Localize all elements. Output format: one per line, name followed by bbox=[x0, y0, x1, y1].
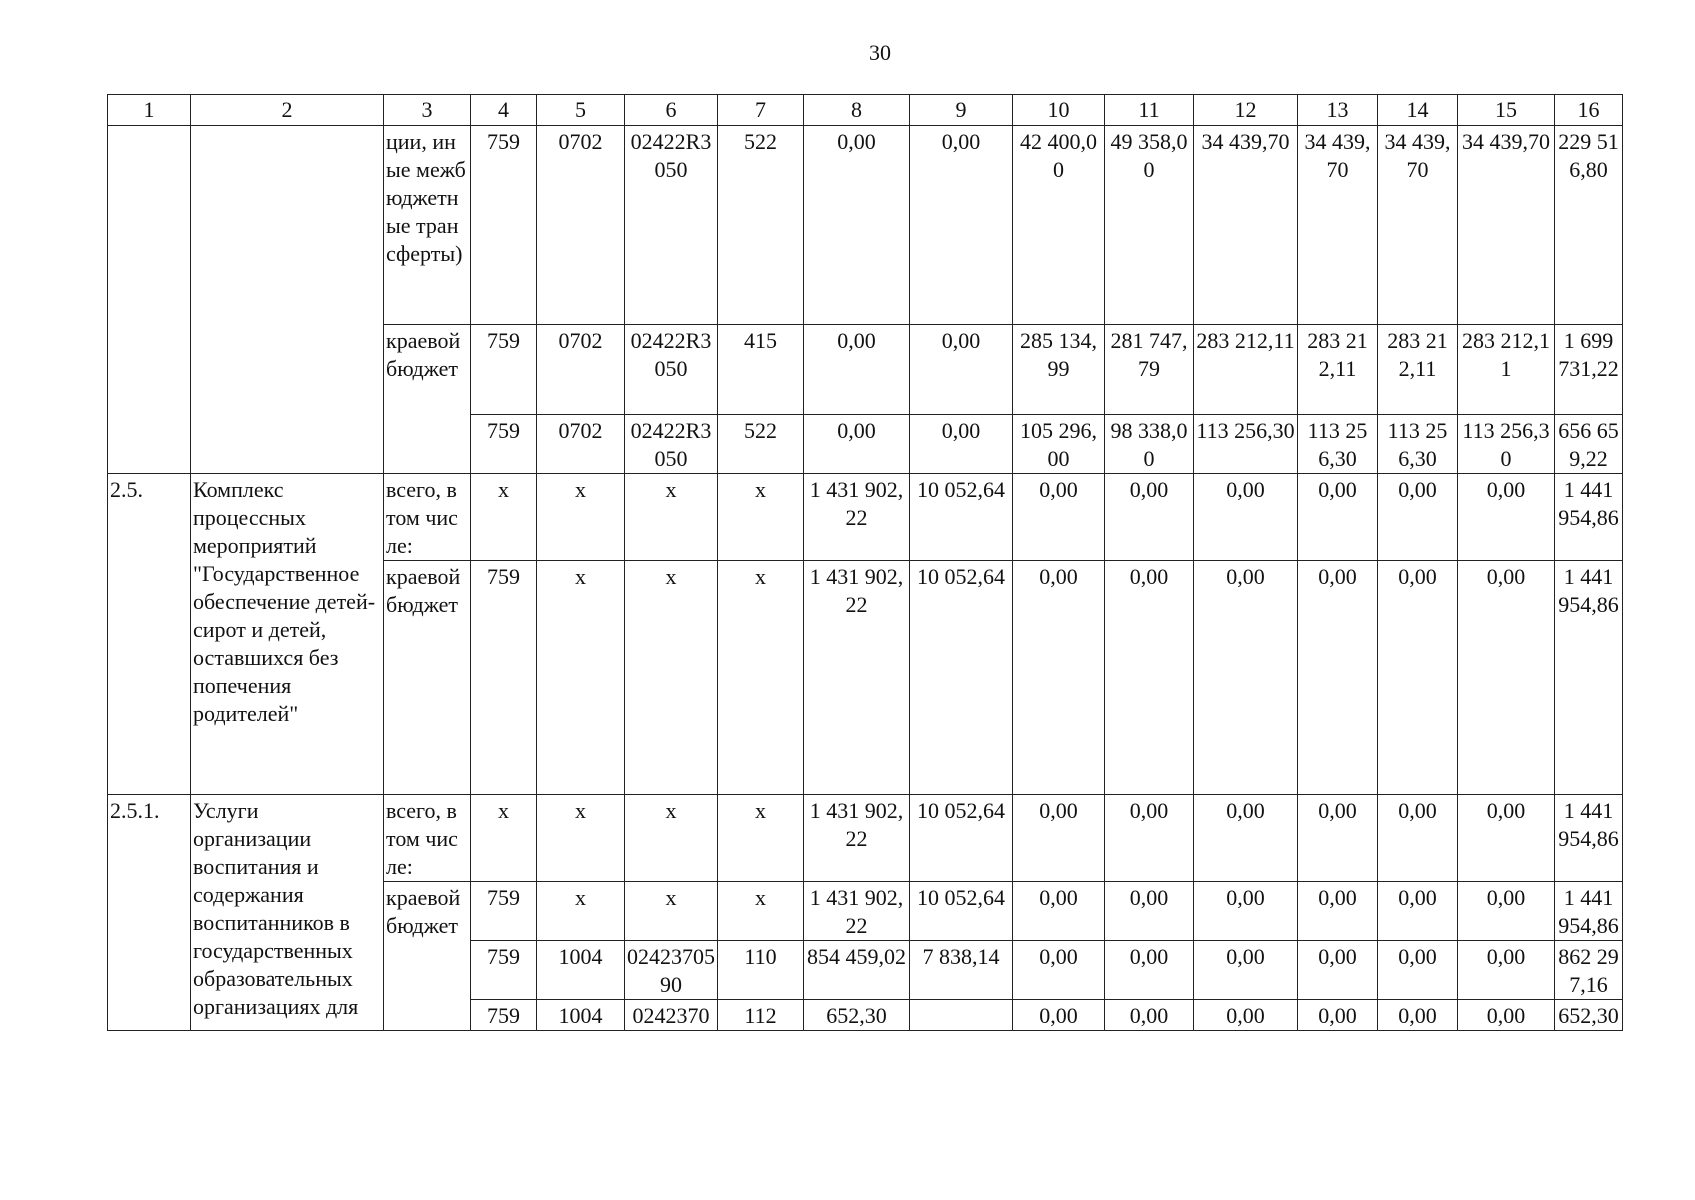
value-cell: 1 441 954,86 bbox=[1555, 882, 1623, 941]
value-cell: х bbox=[718, 795, 804, 882]
value-cell: 656 659,22 bbox=[1555, 415, 1623, 474]
value-cell: 02422R3050 bbox=[625, 415, 718, 474]
value-cell: 0,00 bbox=[804, 415, 910, 474]
value-cell: х bbox=[718, 474, 804, 561]
value-cell: 415 bbox=[718, 325, 804, 415]
value-cell: 0,00 bbox=[1458, 561, 1555, 795]
value-cell: 862 297,16 bbox=[1555, 941, 1623, 1000]
value-cell: 285 134,99 bbox=[1013, 325, 1105, 415]
value-cell: 281 747,79 bbox=[1105, 325, 1194, 415]
value-cell: 10 052,64 bbox=[910, 795, 1013, 882]
value-cell: 229 516,80 bbox=[1555, 126, 1623, 325]
value-cell: 283 212,11 bbox=[1458, 325, 1555, 415]
value-cell: 0,00 bbox=[1194, 1000, 1298, 1031]
header-cell: 8 bbox=[804, 95, 910, 126]
value-cell: 652,30 bbox=[1555, 1000, 1623, 1031]
header-cell: 5 bbox=[537, 95, 625, 126]
value-cell: х bbox=[537, 474, 625, 561]
value-cell: 49 358,00 bbox=[1105, 126, 1194, 325]
value-cell: 0,00 bbox=[1298, 1000, 1378, 1031]
value-cell: 0,00 bbox=[1194, 941, 1298, 1000]
value-cell: 0,00 bbox=[1013, 561, 1105, 795]
item-number-cell: 2.5. bbox=[108, 474, 191, 795]
value-cell: 10 052,64 bbox=[910, 474, 1013, 561]
value-cell: 0,00 bbox=[1194, 882, 1298, 941]
header-cell: 13 bbox=[1298, 95, 1378, 126]
value-cell: 0,00 bbox=[1458, 882, 1555, 941]
value-cell: 0,00 bbox=[1013, 474, 1105, 561]
value-cell: 0,00 bbox=[1105, 474, 1194, 561]
value-cell: х bbox=[718, 882, 804, 941]
value-cell: 0702 bbox=[537, 126, 625, 325]
value-cell: 652,30 bbox=[804, 1000, 910, 1031]
value-cell: 0,00 bbox=[1298, 561, 1378, 795]
value-cell: 0,00 bbox=[1298, 941, 1378, 1000]
value-cell: 1004 bbox=[537, 941, 625, 1000]
value-cell: х bbox=[537, 882, 625, 941]
value-cell: 0,00 bbox=[1105, 795, 1194, 882]
funding-source-cell: всего, в том числе: bbox=[384, 474, 471, 561]
value-cell: 0,00 bbox=[804, 126, 910, 325]
value-cell: 0,00 bbox=[910, 415, 1013, 474]
value-cell: 1 441 954,86 bbox=[1555, 795, 1623, 882]
header-cell: 4 bbox=[471, 95, 537, 126]
value-cell: 0,00 bbox=[1378, 795, 1458, 882]
value-cell: 0,00 bbox=[1013, 941, 1105, 1000]
value-cell: 0,00 bbox=[910, 325, 1013, 415]
value-cell: 1 699 731,22 bbox=[1555, 325, 1623, 415]
header-cell: 3 bbox=[384, 95, 471, 126]
value-cell: 1 431 902,22 bbox=[804, 882, 910, 941]
value-cell: 283 212,11 bbox=[1298, 325, 1378, 415]
header-cell: 7 bbox=[718, 95, 804, 126]
value-cell: 0,00 bbox=[910, 126, 1013, 325]
value-cell: 0,00 bbox=[1105, 882, 1194, 941]
item-number-cell: 2.5.1. bbox=[108, 795, 191, 1031]
header-cell: 9 bbox=[910, 95, 1013, 126]
value-cell: 112 bbox=[718, 1000, 804, 1031]
value-cell: 02422R3050 bbox=[625, 325, 718, 415]
item-name-cell: Услуги организации воспитания и содержания воспитанников в государственных образовательных организациях для bbox=[191, 795, 384, 1031]
value-cell: 759 bbox=[471, 561, 537, 795]
value-cell: 105 296,00 bbox=[1013, 415, 1105, 474]
value-cell: 0,00 bbox=[1298, 474, 1378, 561]
funding-source-cell: краевой бюджет bbox=[384, 882, 471, 1031]
value-cell: х bbox=[625, 882, 718, 941]
value-cell: 0,00 bbox=[1194, 561, 1298, 795]
value-cell: 42 400,00 bbox=[1013, 126, 1105, 325]
value-cell: 0702 bbox=[537, 415, 625, 474]
value-cell: 0242370590 bbox=[625, 941, 718, 1000]
value-cell: 0,00 bbox=[1298, 795, 1378, 882]
value-cell: х bbox=[471, 474, 537, 561]
value-cell: 0,00 bbox=[1378, 941, 1458, 1000]
value-cell: 113 256,30 bbox=[1298, 415, 1378, 474]
header-cell: 12 bbox=[1194, 95, 1298, 126]
value-cell: 0,00 bbox=[1378, 561, 1458, 795]
item-name-cell: Комплекс процессных мероприятий "Государственное обеспечение детей-сирот и детей, оставшихся без попечения родителей" bbox=[191, 474, 384, 795]
value-cell bbox=[910, 1000, 1013, 1031]
value-cell: 759 bbox=[471, 415, 537, 474]
value-cell: 0,00 bbox=[1458, 795, 1555, 882]
value-cell: 522 bbox=[718, 126, 804, 325]
value-cell: 0,00 bbox=[1105, 1000, 1194, 1031]
value-cell: 759 bbox=[471, 1000, 537, 1031]
value-cell: 34 439,70 bbox=[1298, 126, 1378, 325]
value-cell: 759 bbox=[471, 941, 537, 1000]
value-cell: 283 212,11 bbox=[1194, 325, 1298, 415]
header-cell: 10 bbox=[1013, 95, 1105, 126]
header-cell: 6 bbox=[625, 95, 718, 126]
value-cell: 113 256,30 bbox=[1458, 415, 1555, 474]
page-number: 30 bbox=[869, 40, 891, 65]
value-cell: 7 838,14 bbox=[910, 941, 1013, 1000]
header-cell: 1 bbox=[108, 95, 191, 126]
funding-source-cell: ции, иные межбюджетные трансферты) bbox=[384, 126, 471, 325]
value-cell: 34 439,70 bbox=[1378, 126, 1458, 325]
value-cell: 0,00 bbox=[804, 325, 910, 415]
value-cell: х bbox=[471, 795, 537, 882]
value-cell: 0,00 bbox=[1298, 882, 1378, 941]
value-cell: 34 439,70 bbox=[1194, 126, 1298, 325]
table-row bbox=[108, 474, 1623, 561]
value-cell: х bbox=[625, 795, 718, 882]
item-name-cell bbox=[191, 126, 384, 474]
value-cell: 0,00 bbox=[1013, 795, 1105, 882]
value-cell: х bbox=[625, 561, 718, 795]
value-cell: 0,00 bbox=[1378, 1000, 1458, 1031]
value-cell: 10 052,64 bbox=[910, 882, 1013, 941]
value-cell: 759 bbox=[471, 882, 537, 941]
header-cell: 14 bbox=[1378, 95, 1458, 126]
table-row bbox=[108, 795, 1623, 882]
value-cell: 0,00 bbox=[1105, 941, 1194, 1000]
budget-table bbox=[107, 94, 1623, 1031]
value-cell: 1 431 902,22 bbox=[804, 561, 910, 795]
value-cell: 1 431 902,22 bbox=[804, 795, 910, 882]
value-cell: 0,00 bbox=[1458, 941, 1555, 1000]
funding-source-cell: всего, в том числе: bbox=[384, 795, 471, 882]
value-cell: х bbox=[625, 474, 718, 561]
value-cell: 34 439,70 bbox=[1458, 126, 1555, 325]
value-cell: 0,00 bbox=[1458, 474, 1555, 561]
value-cell: х bbox=[537, 561, 625, 795]
value-cell: 0,00 bbox=[1194, 474, 1298, 561]
value-cell: х bbox=[537, 795, 625, 882]
value-cell: 10 052,64 bbox=[910, 561, 1013, 795]
header-cell: 15 bbox=[1458, 95, 1555, 126]
value-cell: х bbox=[718, 561, 804, 795]
value-cell: 0,00 bbox=[1378, 474, 1458, 561]
value-cell: 0242370 bbox=[625, 1000, 718, 1031]
value-cell: 0,00 bbox=[1013, 882, 1105, 941]
value-cell: 759 bbox=[471, 126, 537, 325]
header-cell: 11 bbox=[1105, 95, 1194, 126]
table-row bbox=[108, 126, 1623, 325]
value-cell: 1 441 954,86 bbox=[1555, 561, 1623, 795]
value-cell: 0,00 bbox=[1013, 1000, 1105, 1031]
value-cell: 0,00 bbox=[1378, 882, 1458, 941]
value-cell: 854 459,02 bbox=[804, 941, 910, 1000]
value-cell: 1004 bbox=[537, 1000, 625, 1031]
value-cell: 1 441 954,86 bbox=[1555, 474, 1623, 561]
value-cell: 0,00 bbox=[1458, 1000, 1555, 1031]
header-row bbox=[108, 95, 1623, 126]
value-cell: 522 bbox=[718, 415, 804, 474]
value-cell: 759 bbox=[471, 325, 537, 415]
value-cell: 0,00 bbox=[1194, 795, 1298, 882]
value-cell: 02422R3050 bbox=[625, 126, 718, 325]
value-cell: 98 338,00 bbox=[1105, 415, 1194, 474]
value-cell: 110 bbox=[718, 941, 804, 1000]
value-cell: 0702 bbox=[537, 325, 625, 415]
header-cell: 16 bbox=[1555, 95, 1623, 126]
value-cell: 113 256,30 bbox=[1194, 415, 1298, 474]
value-cell: 0,00 bbox=[1105, 561, 1194, 795]
value-cell: 1 431 902,22 bbox=[804, 474, 910, 561]
funding-source-cell: краевой бюджет bbox=[384, 325, 471, 474]
funding-source-cell: краевой бюджет bbox=[384, 561, 471, 795]
item-number-cell bbox=[108, 126, 191, 474]
value-cell: 283 212,11 bbox=[1378, 325, 1458, 415]
value-cell: 113 256,30 bbox=[1378, 415, 1458, 474]
header-cell: 2 bbox=[191, 95, 384, 126]
